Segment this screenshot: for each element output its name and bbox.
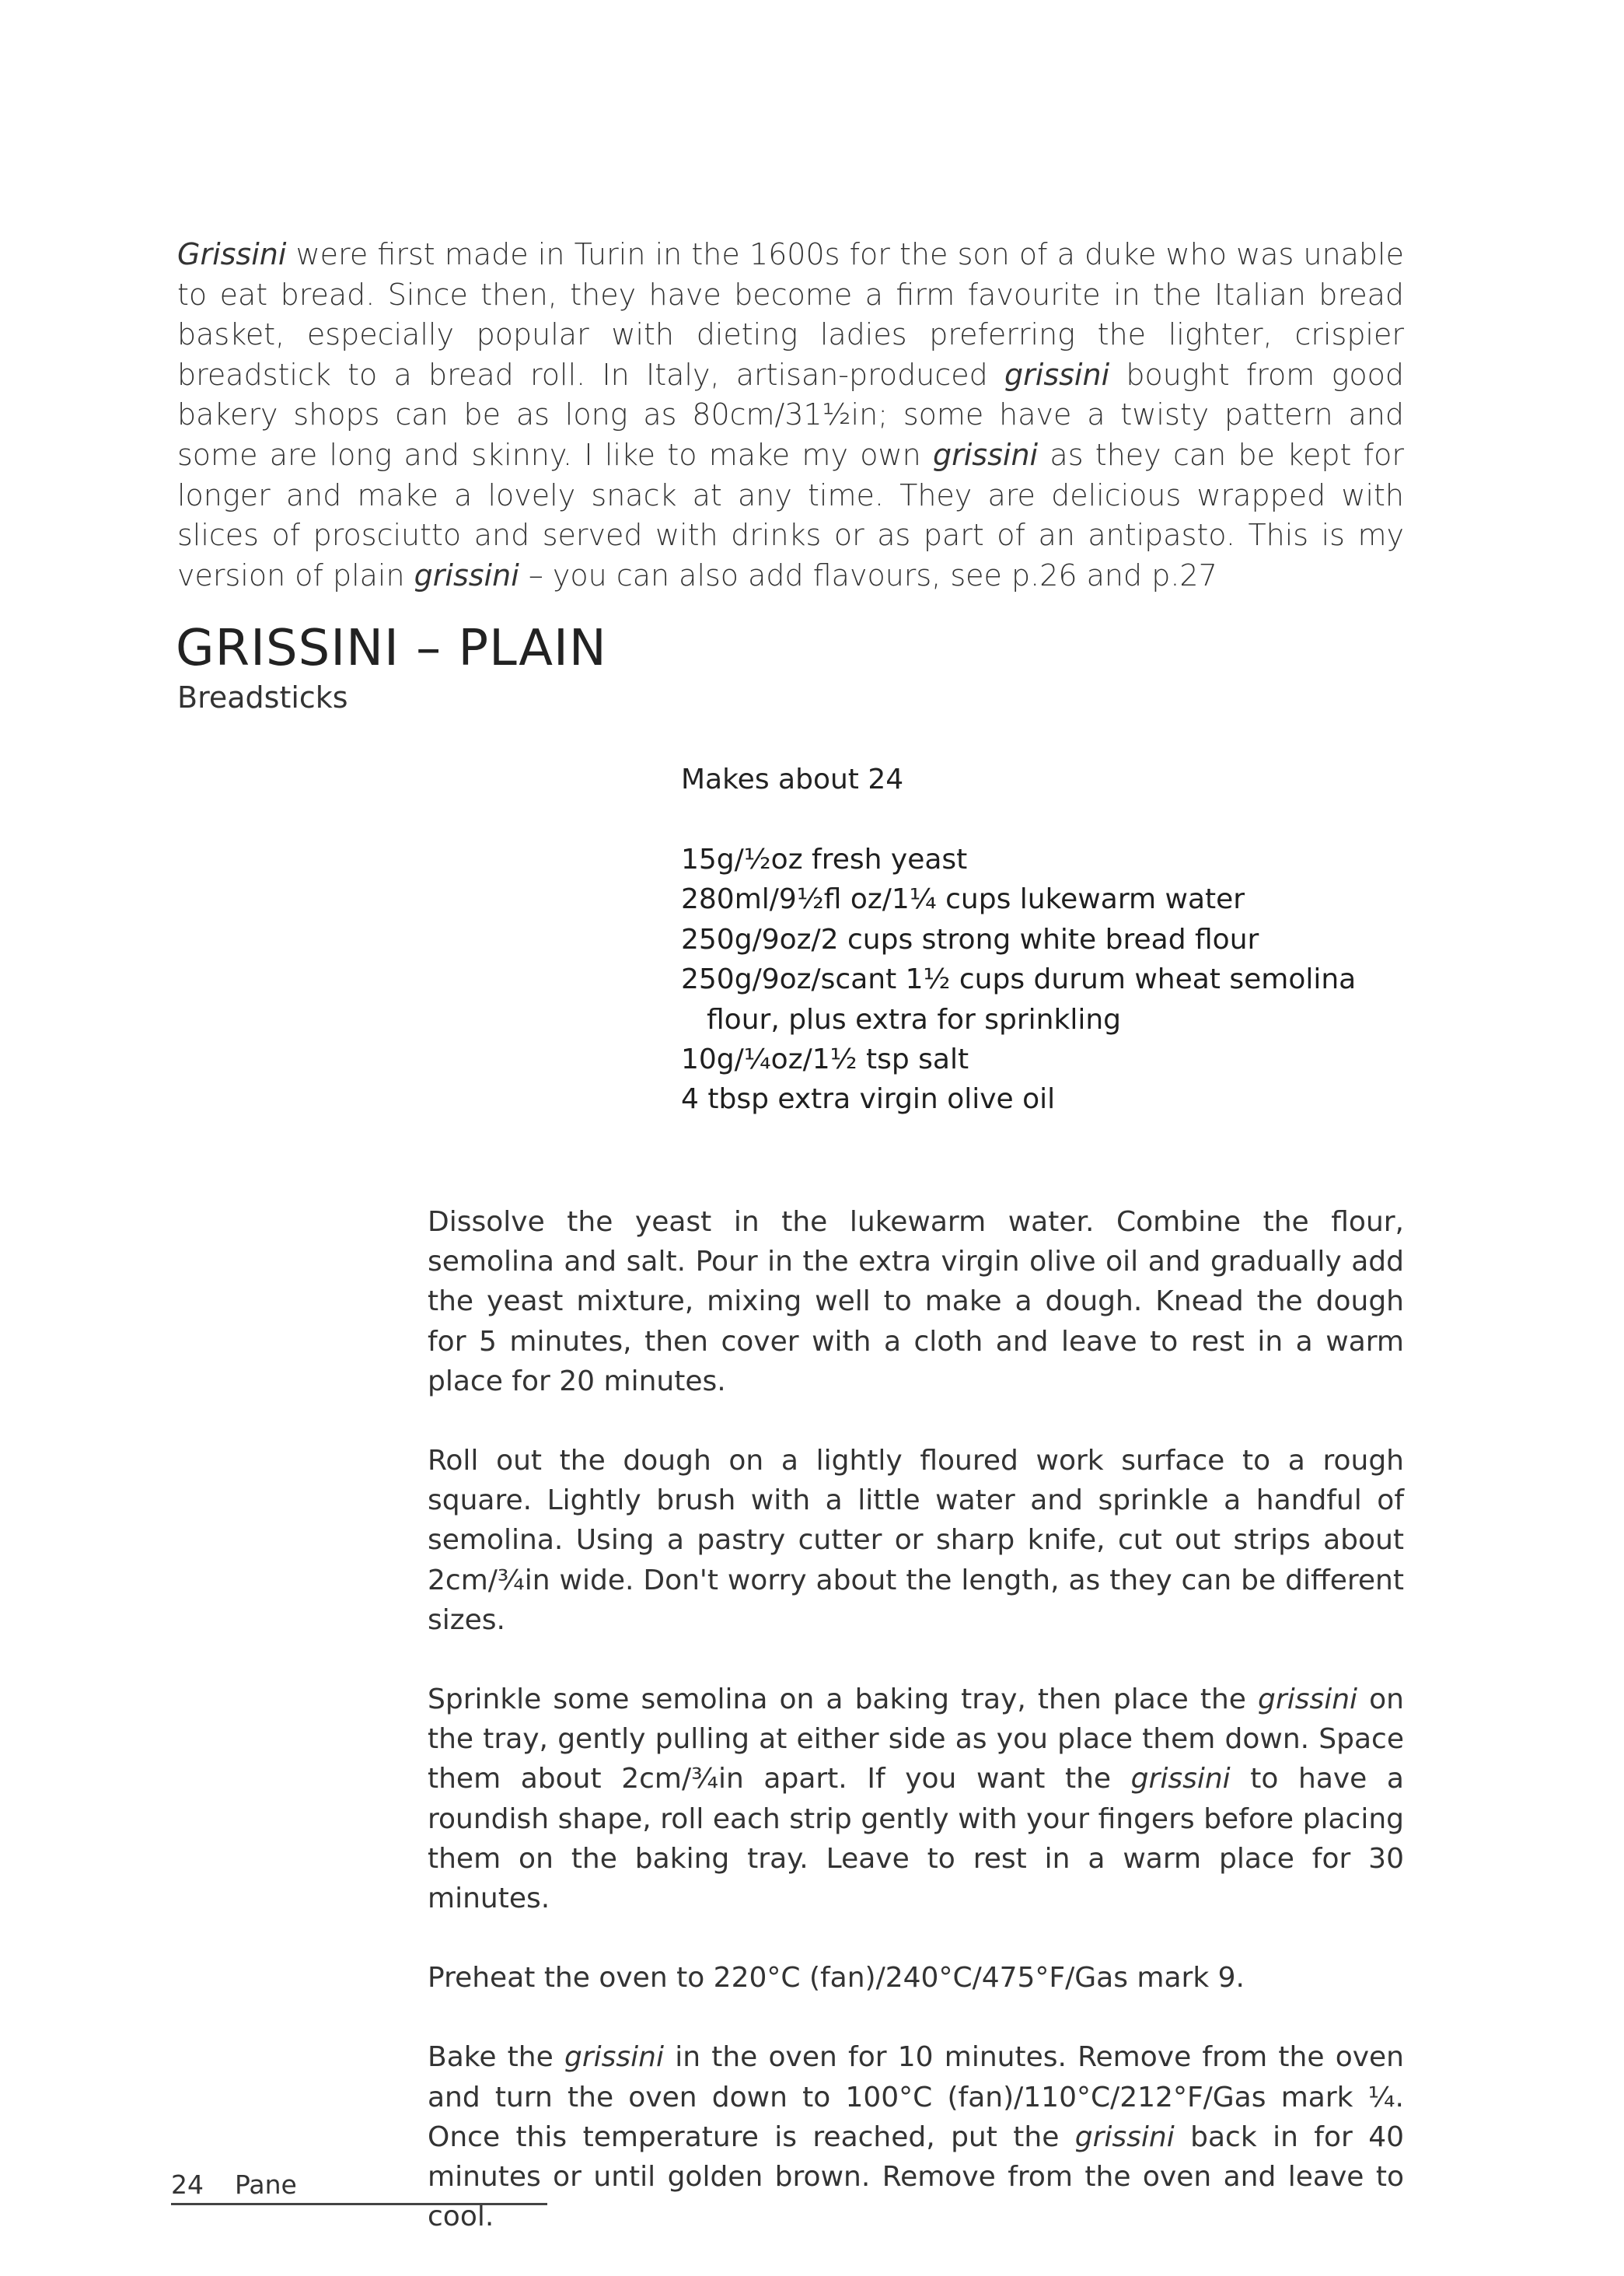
method-step: Preheat the oven to 220°C (fan)/240°C/475°F/Gas mark 9. (428, 1962, 1245, 1995)
italic-term: grissini (1130, 1763, 1231, 1795)
ingredient-list (681, 840, 1427, 1120)
ingredient-item: 10g/¼oz/1½ tsp salt (681, 1044, 969, 1076)
recipe-title: GRISSINI – PLAIN (176, 620, 607, 677)
section-name: Pane (235, 2169, 297, 2200)
method-step: Bake the grissini in the oven for 10 minutes. Remove from the oven and turn the oven down to 100°C (fan)/110°C/212°F/Gas mark ¼. Once this temperature is reached, put the grissini back in for 40 minutes or until golden brown. Remove from the oven and leave to cool. (428, 2041, 1404, 2233)
method-section (428, 1202, 1404, 2276)
recipe-yield: Makes about 24 (681, 764, 904, 795)
recipe-subtitle: Breadsticks (177, 680, 348, 715)
ingredient-item: 15g/½oz fresh yeast (681, 844, 968, 876)
intro-paragraph: Grissini were first made in Turin in the 1600s for the son of a duke who was unable to eat bread. Since then, they have become a firm favourite in the Italian bread basket, especially popular with dieting ladies preferring the lighter, crispier breadstick to a bread roll. In Italy, artisan-produced grissini bought from good bakery shops can be as long as 80cm/31½in; some have a twisty pattern and some are long and skinny. I like to make my own grissini as they can be kept for longer and make a lovely snack at any time. They are delicious wrapped with slices of prosciutto and served with drinks or as part of an antipasto. This is my version of plain grissini – you can also add flavours, see p.26 and p.27 (177, 237, 1404, 593)
italic-term: grissini (564, 2041, 664, 2074)
method-step: Dissolve the yeast in the lukewarm water. Combine the flour, semolina and salt. Pour in the extra virgin olive oil and gradually add the yeast mixture, mixing well to make a dough. Knead the dough for 5 minutes, then cover with a cloth and leave to rest in a warm place for 20 minutes. (428, 1206, 1404, 1397)
italic-term: grissini (1258, 1683, 1358, 1716)
italic-term: grissini (1004, 357, 1110, 392)
ingredient-item: 4 tbsp extra virgin olive oil (681, 1083, 1056, 1116)
page-number: 24 (171, 2169, 204, 2200)
italic-term: grissini (932, 437, 1039, 472)
page-footer (171, 2169, 547, 2205)
ingredient-item: 250g/9oz/2 cups strong white bread flour (681, 923, 1259, 956)
italic-term: Grissini (177, 237, 287, 271)
ingredient-item: 280ml/9½fl oz/1¼ cups lukewarm water (681, 883, 1245, 916)
italic-term: grissini (414, 558, 519, 593)
ingredient-item-continuation: flour, plus extra for sprinkling (707, 1003, 1122, 1036)
method-step: Sprinkle some semolina on a baking tray, then place the grissini on the tray, gently pulling at either side as you place them down. Space them about 2cm/¾in apart. If you want the grissini to have a roundish shape, roll each strip gently with your fingers before placing them on the baking tray. Leave to rest in a warm place for 30 minutes. (428, 1683, 1404, 1915)
italic-term: grissini (1074, 2120, 1175, 2153)
ingredient-item: 250g/9oz/scant 1½ cups durum wheat semolina (681, 963, 1357, 996)
method-step: Roll out the dough on a lightly floured work surface to a rough square. Lightly brush with a little water and sprinkle a handful of semolina. Using a pastry cutter or sharp knife, cut out strips about 2cm/¾in wide. Don't worry about the length, as they can be different sizes. (428, 1445, 1404, 1636)
